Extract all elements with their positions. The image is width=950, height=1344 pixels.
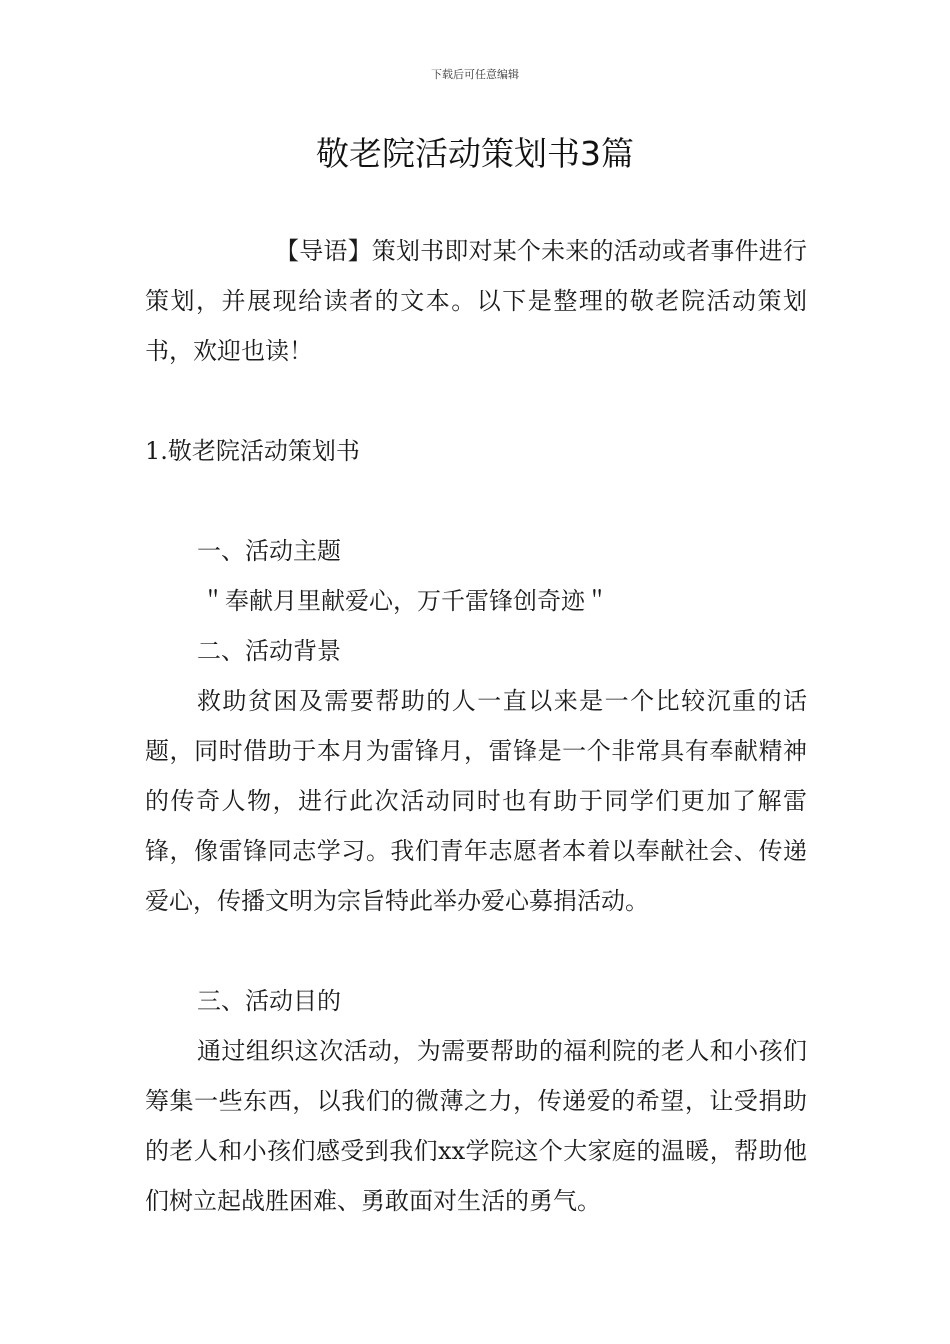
header-note: 下载后可任意编辑 xyxy=(431,68,519,81)
section-title: 1.敬老院活动策划书 xyxy=(145,437,360,465)
heading-activity-background: 二、活动背景 xyxy=(197,637,341,665)
purpose-paragraph: 通过组织这次活动，为需要帮助的福利院的老人和小孩们筹集一些东西，以我们的微薄之力，传递爱的希望，让受捐助的老人和小孩们感受到我们xx学院这个大家庭的温暖，帮助他们树立起战胜困难、勇敢面对生活的勇气。 xyxy=(145,1037,807,1215)
page-title: 敬老院活动策划书3篇 xyxy=(316,134,634,173)
heading-activity-purpose: 三、活动目的 xyxy=(197,987,341,1015)
theme-text: ＂奉献月里献爱心，万千雷锋创奇迹＂ xyxy=(201,587,609,615)
heading-activity-theme: 一、活动主题 xyxy=(197,537,341,565)
intro-paragraph: 【导语】策划书即对某个未来的活动或者事件进行策划，并展现给读者的文本。以下是整理的敬老院活动策划书，欢迎也读！ xyxy=(145,237,807,365)
background-paragraph: 救助贫困及需要帮助的人一直以来是一个比较沉重的话题，同时借助于本月为雷锋月，雷锋是一个非常具有奉献精神的传奇人物，进行此次活动同时也有助于同学们更加了解雷锋，像雷锋同志学习。我们青年志愿者本着以奉献社会、传递爱心，传播文明为宗旨特此举办爱心募捐活动。 xyxy=(145,687,807,915)
